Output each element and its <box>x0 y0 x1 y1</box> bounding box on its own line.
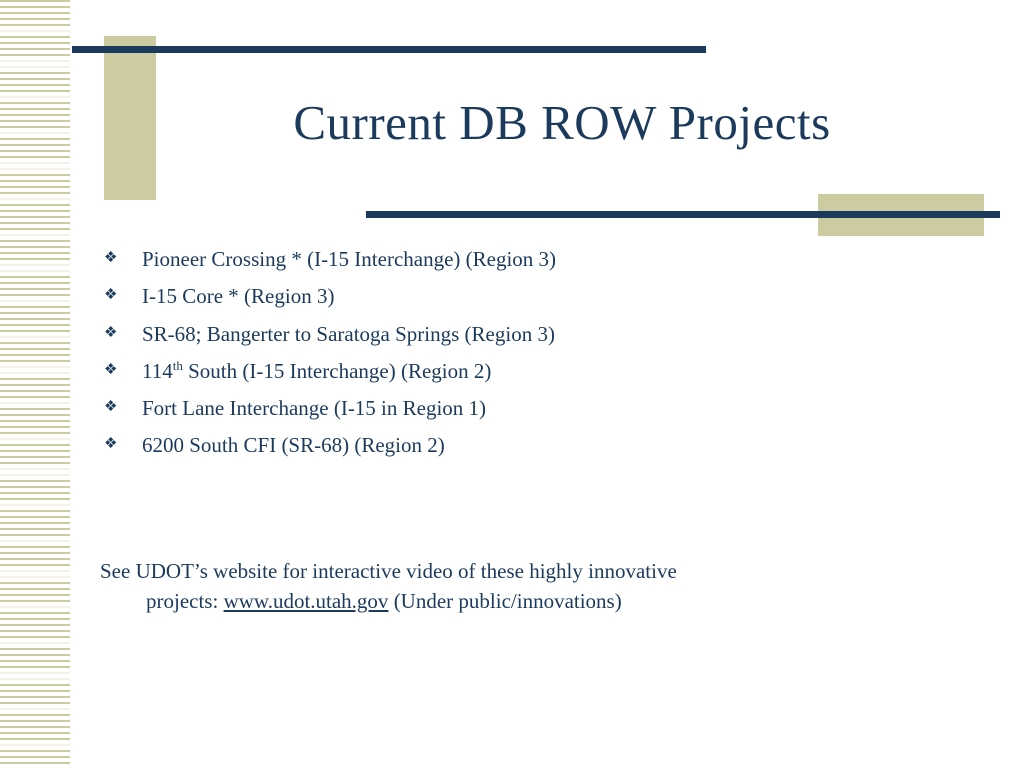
list-item-label: I-15 Core * (Region 3) <box>142 284 335 309</box>
list-item <box>100 321 920 347</box>
list-item-suffix: South (I-15 Interchange) (Region 2) <box>182 358 492 383</box>
footer-note-prefix: projects: <box>146 589 224 614</box>
list-item-label: 6200 South CFI (SR-68) (Region 2) <box>142 433 445 458</box>
list-item-label <box>142 358 920 384</box>
page-title: Current DB ROW Projects <box>293 95 831 150</box>
diamond-bullet-icon: ❖ <box>104 287 118 304</box>
udot-website-link[interactable]: www.udot.utah.gov <box>223 589 389 614</box>
list-item-prefix: 114 <box>142 358 173 383</box>
footer-note-line-1: See UDOT’s website for interactive video of these highly innovative <box>100 559 677 583</box>
bullet-list <box>100 246 920 470</box>
list-item <box>100 358 920 384</box>
footer-note <box>100 556 930 617</box>
diamond-bullet-icon: ❖ <box>104 399 118 415</box>
diamond-bullet-icon: ❖ <box>104 436 118 453</box>
footer-note-line-2 <box>100 586 930 616</box>
horizontal-rule-second <box>366 211 1000 218</box>
diamond-bullet-icon: ❖ <box>104 250 118 266</box>
list-item-ordinal-suffix: th <box>172 357 183 373</box>
list-item <box>100 432 920 458</box>
list-item <box>100 283 920 309</box>
list-item <box>100 395 920 421</box>
list-item-label: SR-68; Bangerter to Saratoga Springs (Region 3) <box>142 321 555 346</box>
footer-note-suffix: (Under public/innovations) <box>388 589 622 614</box>
horizontal-rule-top <box>72 46 706 53</box>
left-stripe-decoration-overlay <box>0 0 70 768</box>
list-item-label: Fort Lane Interchange (I-15 in Region 1) <box>142 396 487 420</box>
list-item-label: Pioneer Crossing * (I-15 Interchange) (Region 3) <box>142 247 557 271</box>
diamond-bullet-icon: ❖ <box>104 324 118 341</box>
list-item <box>100 246 920 272</box>
diamond-bullet-icon: ❖ <box>104 361 118 378</box>
